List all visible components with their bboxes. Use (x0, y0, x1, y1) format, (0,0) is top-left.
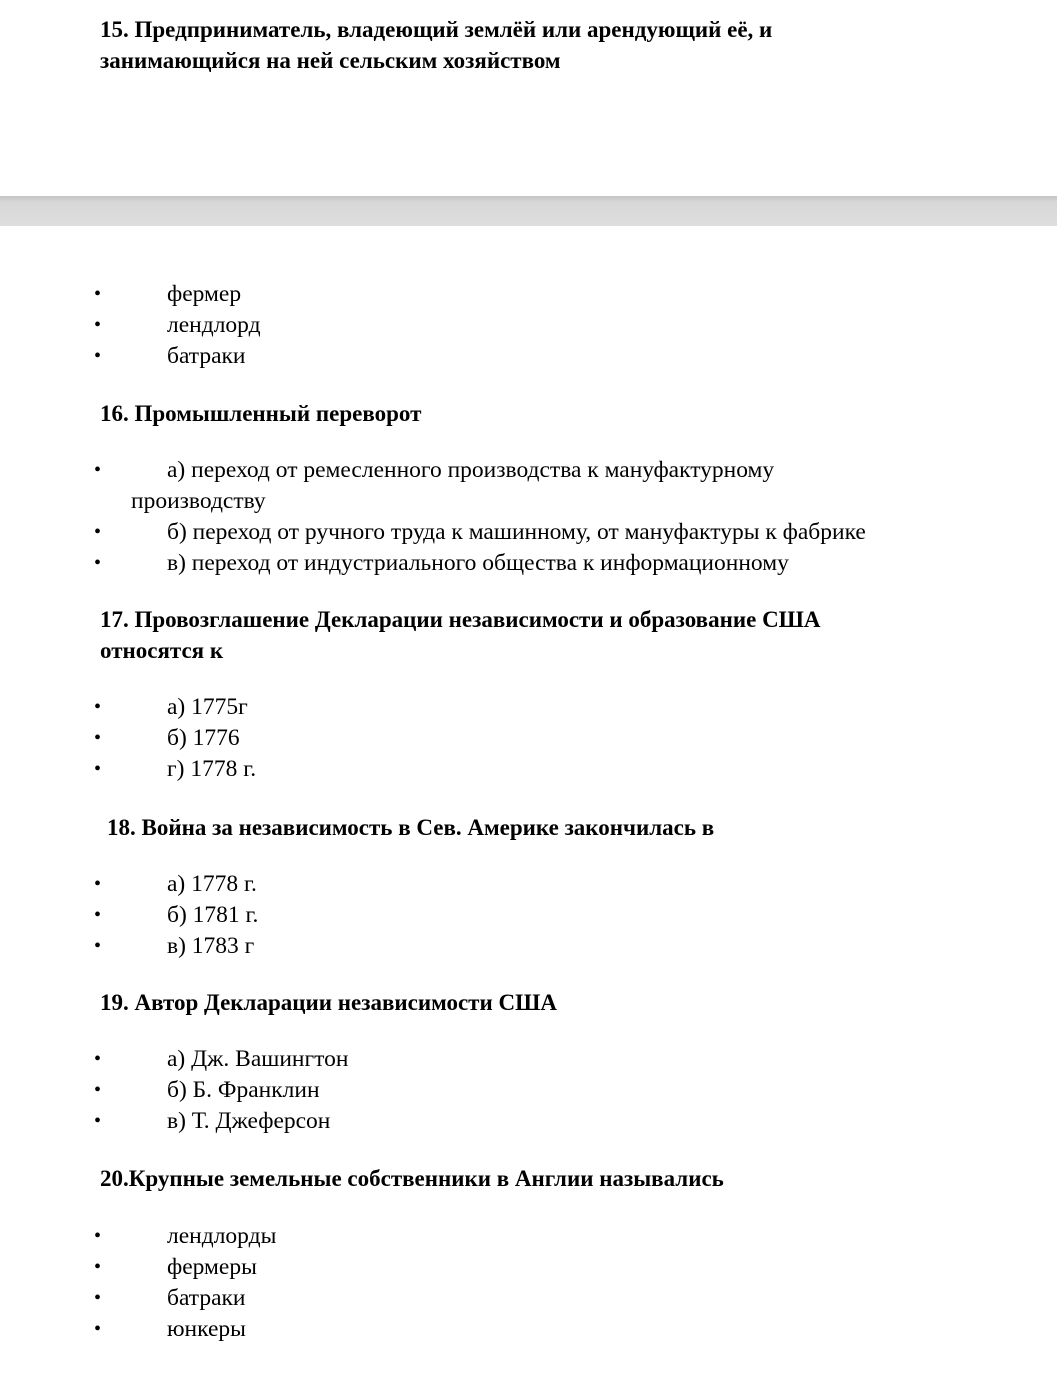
bullet: • (94, 696, 102, 718)
bullet: • (94, 1287, 102, 1309)
question-15-title-line-1: 15. Предприниматель, владеющий землёй или арендующий её, и (100, 17, 773, 42)
option-text: а) Дж. Вашингтон (167, 1046, 349, 1072)
bullet: • (94, 459, 102, 481)
bullet: • (94, 1256, 102, 1278)
option-text: б) 1781 г. (167, 902, 259, 928)
option-text: фермер (167, 281, 242, 307)
bullet: • (94, 1318, 102, 1340)
question-18-option (0, 869, 1057, 900)
bullet: • (94, 1048, 102, 1070)
question-17-option (0, 692, 1057, 723)
question-16-option-b (0, 517, 1057, 548)
question-17-title-line-2: относятся к (100, 638, 224, 663)
option-text: в) 1783 г (167, 933, 255, 959)
question-16-option-c (0, 548, 1057, 579)
option-text: а) 1778 г. (167, 871, 257, 897)
option-text: юнкеры (167, 1316, 246, 1342)
question-20-option (0, 1314, 1057, 1345)
question-20-title-text: 20.Крупные земельные собственники в Англии назывались (100, 1166, 724, 1191)
question-15-option (0, 279, 1057, 310)
question-15-title (100, 14, 772, 76)
question-18-title (107, 812, 714, 843)
page-separator (0, 196, 1057, 226)
bullet: • (94, 314, 102, 336)
question-15-title-line-2: занимающийся на ней сельским хозяйством (100, 48, 561, 73)
bullet: • (94, 283, 102, 305)
bullet: • (94, 727, 102, 749)
option-text: фермеры (167, 1254, 257, 1280)
option-text: а) 1775г (167, 694, 248, 720)
question-19-option (0, 1106, 1057, 1137)
bullet: • (94, 345, 102, 367)
option-text: батраки (167, 343, 246, 369)
question-18-option (0, 900, 1057, 931)
option-text: лендлорд (167, 312, 261, 338)
question-19-title (100, 987, 557, 1018)
question-20-option (0, 1283, 1057, 1314)
bullet: • (94, 552, 102, 574)
option-text: а) переход от ремесленного производства к мануфактурному (167, 457, 775, 483)
bullet: • (94, 521, 102, 543)
bullet: • (94, 758, 102, 780)
question-16-title (100, 398, 421, 429)
option-text: лендлорды (167, 1223, 277, 1249)
bullet: • (94, 935, 102, 957)
option-text: б) 1776 (167, 725, 240, 751)
option-text: батраки (167, 1285, 246, 1311)
question-20-option (0, 1252, 1057, 1283)
bullet: • (94, 873, 102, 895)
option-text: б) Б. Франклин (167, 1077, 320, 1103)
question-18-option (0, 931, 1057, 962)
question-20-title (100, 1163, 724, 1194)
option-text: г) 1778 г. (167, 756, 257, 782)
question-18-title-text: 18. Война за независимость в Сев. Америке закончилась в (107, 815, 715, 840)
question-16-title-text: 16. Промышленный переворот (100, 401, 422, 426)
question-17-option (0, 754, 1057, 785)
question-16-option-a (0, 455, 1057, 486)
question-19-option (0, 1075, 1057, 1106)
bullet: • (94, 904, 102, 926)
bullet: • (94, 1110, 102, 1132)
question-19-option (0, 1044, 1057, 1075)
question-20-option (0, 1221, 1057, 1252)
question-15-option (0, 310, 1057, 341)
option-text: в) переход от индустриального общества к информационному (167, 550, 789, 576)
question-16-option-a-continuation: производству (131, 488, 266, 514)
bullet: • (94, 1225, 102, 1247)
bullet: • (94, 1079, 102, 1101)
question-17-title (100, 604, 821, 666)
question-17-title-line-1: 17. Провозглашение Декларации независимости и образование США (100, 607, 821, 632)
option-text: в) Т. Джеферсон (167, 1108, 331, 1134)
question-15-option (0, 341, 1057, 372)
question-17-option (0, 723, 1057, 754)
option-text: б) переход от ручного труда к машинному, от мануфактуры к фабрике (167, 519, 866, 545)
question-19-title-text: 19. Автор Декларации независимости США (100, 990, 557, 1015)
